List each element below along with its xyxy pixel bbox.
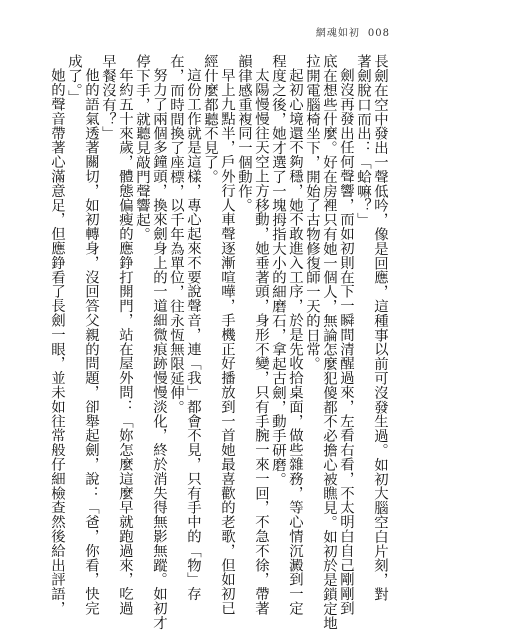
- text-column: 程度之後，她才選了一塊拇指大小的細磨石，拿起古劍，動手研磨。: [270, 54, 286, 486]
- text-column: 在，而時間換了座標，以千年為單位，往永恆無限延伸。: [168, 54, 184, 414]
- text-column: 努力了兩個多鐘頭，換來劍身上的一道細微痕跡慢慢淡化，終於消失得無影無蹤。如初才: [151, 68, 167, 630]
- text-column: 劍沒再發出任何聲響，而如初則在下一瞬間清醒過來，左看右看，不太明白自己剛剛到: [338, 68, 354, 616]
- book-title: 網魂如初: [315, 28, 360, 39]
- text-column: 停下手，就聽見敲門聲響起。: [134, 54, 150, 242]
- text-column: 這份工作就是這樣，專心起來不要說聲音，連「我」都會不見，只有手中的「物」存: [185, 68, 201, 602]
- text-column: 經什麼都聽不見了。: [202, 54, 218, 184]
- text-column: 起初心境還不夠穩，她不敢進入工序，於是先收拾桌面，做些雜務，等心情沉澱到一定: [287, 68, 303, 616]
- text-column: 年約五十來歲，體態偏瘦的應錚打開門，站在屋外問：「妳怎麼這麼早就跑過來，吃過: [117, 68, 133, 616]
- text-column: 他的語氣透著關切，如初轉身，沒回答父親的問題，卻舉起劍，說：「爸，你看，快完: [83, 68, 99, 616]
- text-column: 拉開電腦椅坐下，開始了古物修復師一天的日常。: [304, 54, 320, 371]
- text-column: 太陽慢慢往天空上方移動，她垂著頭，身形不變，只有手腕一來一回，不急不徐，帶著: [253, 68, 269, 616]
- text-column: 成了。」: [66, 54, 82, 105]
- text-column: 長劍在空中發出一聲低吟，像是回應，這種事以前可沒發生過。如初大腦空白片刻，對: [372, 54, 388, 602]
- running-header: [316, 24, 390, 39]
- vertical-body-text: [48, 54, 388, 630]
- page-number: 008: [367, 28, 390, 39]
- text-column: 她的聲音帶著心滿意足，但應錚看了長劍一眼，並未如往常般仔細檢查然後給出評語，: [49, 68, 65, 616]
- text-column: 韻律感重複同一個動作。: [236, 54, 252, 213]
- text-column: 著劍脫口而出：「蛤嘛？」: [355, 54, 371, 227]
- text-column: 早上九點半，戶外行人車聲逐漸喧嘩，手機正好播放到一首她最喜歡的老歌，但如初已: [219, 68, 235, 616]
- text-column: 早餐沒有？」: [100, 54, 116, 141]
- text-column: 底在想些什麼。好在房裡只有她一個人，無論怎麼犯傻都不必擔心被瞧見。如初於是鎖定地: [321, 54, 337, 630]
